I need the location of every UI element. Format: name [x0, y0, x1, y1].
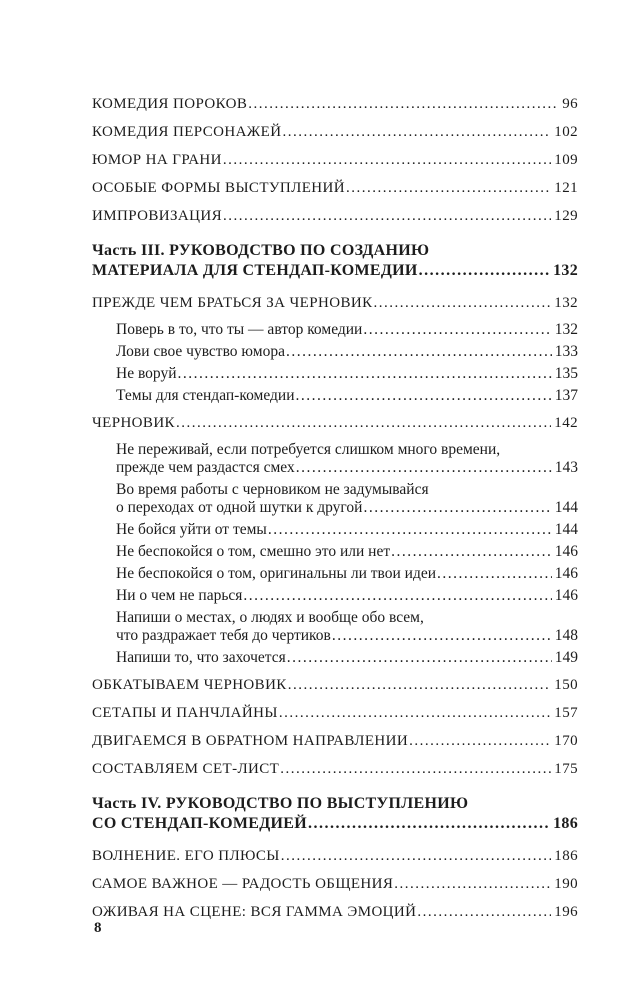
toc-page-number: 132	[553, 262, 578, 279]
toc-entry	[92, 150, 578, 170]
toc-line	[116, 649, 578, 667]
toc-page-number: 146	[554, 565, 578, 582]
toc-line	[116, 387, 578, 405]
toc-line	[116, 587, 578, 605]
dot-leader	[436, 565, 552, 583]
toc-label: Темы для стендап-комедии	[116, 387, 295, 404]
toc-page-number: 150	[554, 677, 578, 693]
toc-page-number: 137	[554, 387, 578, 404]
toc-entry	[92, 122, 578, 142]
toc-subentry	[92, 649, 578, 667]
dot-leader	[373, 293, 552, 313]
toc-page-number: 148	[554, 627, 578, 644]
dot-leader	[267, 521, 552, 539]
toc-entry	[92, 874, 578, 894]
toc-label: Часть III. РУКОВОДСТВО ПО СОЗДАНИЮ	[92, 242, 430, 259]
dot-leader	[393, 874, 551, 894]
toc-line	[92, 874, 578, 894]
toc-label: ЧЕРНОВИК	[92, 415, 175, 431]
dot-leader	[177, 365, 552, 383]
toc-subentry	[92, 321, 578, 339]
dot-leader	[362, 321, 551, 339]
toc-part-heading	[92, 241, 578, 281]
toc-page-number: 149	[554, 649, 578, 666]
toc-entry	[92, 293, 578, 313]
toc-line	[92, 814, 578, 834]
toc-label: КОМЕДИЯ ПОРОКОВ	[92, 96, 248, 112]
toc-label: ОСОБЫЕ ФОРМЫ ВЫСТУПЛЕНИЙ	[92, 180, 345, 196]
toc-label: СОСТАВЛЯЕМ СЕТ-ЛИСТ	[92, 761, 280, 777]
toc-page-number: 143	[554, 459, 578, 476]
toc-page-number: 132	[554, 321, 578, 338]
toc-subentry	[92, 481, 578, 517]
toc-entry	[92, 94, 578, 114]
toc-label: СО СТЕНДАП-КОМЕДИЕЙ	[92, 815, 307, 832]
toc-page-number: 146	[554, 587, 578, 604]
toc-entry	[92, 731, 578, 751]
toc-label: Ни о чем не парься	[116, 587, 243, 604]
toc-page-number: 144	[554, 521, 578, 538]
dot-leader	[287, 675, 552, 695]
toc-line	[116, 521, 578, 539]
toc-page-number: 129	[554, 208, 578, 224]
toc-label: СЕТАПЫ И ПАНЧЛАЙНЫ	[92, 705, 278, 721]
toc-line	[92, 261, 578, 281]
toc-entry	[92, 902, 578, 922]
toc-subentry	[92, 543, 578, 561]
toc-entry	[92, 178, 578, 198]
toc-page-number: 142	[554, 415, 578, 431]
dot-leader	[331, 627, 552, 645]
toc-page-number: 175	[554, 761, 578, 777]
dot-leader	[295, 459, 552, 477]
toc-line	[116, 627, 578, 645]
dot-leader	[408, 731, 551, 751]
toc-line	[116, 459, 578, 477]
toc-subentry	[92, 387, 578, 405]
toc-line	[116, 321, 578, 339]
toc-label: Не беспокойся о том, оригинальны ли твои идеи	[116, 565, 437, 582]
dot-leader	[247, 94, 559, 114]
toc-line	[116, 441, 578, 459]
toc-line	[116, 343, 578, 361]
toc-line	[116, 609, 578, 627]
toc-label: КОМЕДИЯ ПЕРСОНАЖЕЙ	[92, 124, 282, 140]
toc-line	[92, 206, 578, 226]
toc-page-number: 144	[554, 499, 578, 516]
toc-line	[92, 675, 578, 695]
toc-line	[92, 150, 578, 170]
toc-page-number: 146	[554, 543, 578, 560]
toc-line	[92, 902, 578, 922]
dot-leader	[416, 902, 551, 922]
toc-label: Не беспокойся о том, смешно это или нет	[116, 543, 391, 560]
toc-label: ПРЕЖДЕ ЧЕМ БРАТЬСЯ ЗА ЧЕРНОВИК	[92, 295, 373, 311]
toc-label: Лови свое чувство юмора	[116, 343, 285, 360]
toc-page-number: 186	[553, 815, 578, 832]
toc-entry	[92, 846, 578, 866]
dot-leader	[295, 387, 552, 405]
toc-line	[92, 759, 578, 779]
toc-label: ЮМОР НА ГРАНИ	[92, 152, 222, 168]
dot-leader	[222, 150, 551, 170]
page-number: 8	[94, 920, 102, 936]
toc-label: Напиши то, что захочется	[116, 649, 286, 666]
toc-page-number: 96	[562, 96, 578, 112]
toc-line	[92, 178, 578, 198]
toc-subentry	[92, 441, 578, 477]
toc-line	[92, 94, 578, 114]
toc-line	[92, 794, 578, 814]
toc-entry	[92, 703, 578, 723]
toc-label: прежде чем раздастся смех	[116, 459, 295, 476]
toc-subentry	[92, 521, 578, 539]
toc-subentry	[92, 587, 578, 605]
dot-leader	[307, 814, 550, 834]
toc-page-number: 196	[554, 904, 578, 920]
toc-entry	[92, 206, 578, 226]
dot-leader	[285, 343, 552, 361]
toc-page-number: 121	[554, 180, 578, 196]
toc-line	[92, 122, 578, 142]
toc-label: САМОЕ ВАЖНОЕ — РАДОСТЬ ОБЩЕНИЯ	[92, 876, 394, 892]
toc-label: Не переживай, если потребуется слишком много времени,	[116, 441, 501, 458]
dot-leader	[175, 413, 551, 433]
toc-label: ИМПРОВИЗАЦИЯ	[92, 208, 223, 224]
dot-leader	[418, 261, 550, 281]
toc-label: Поверь в то, что ты — автор комедии	[116, 321, 363, 338]
toc-entry	[92, 675, 578, 695]
toc-page-number: 102	[554, 124, 578, 140]
toc-label: Часть IV. РУКОВОДСТВО ПО ВЫСТУПЛЕНИЮ	[92, 795, 469, 812]
toc-line	[92, 293, 578, 313]
toc-entry	[92, 759, 578, 779]
toc-line	[92, 413, 578, 433]
dot-leader	[222, 206, 551, 226]
toc-line	[92, 241, 578, 261]
toc-label: что раздражает тебя до чертиков	[116, 627, 331, 644]
dot-leader	[345, 178, 551, 198]
toc-page-number: 157	[554, 705, 578, 721]
dot-leader	[279, 759, 551, 779]
toc-label: ОБКАТЫВАЕМ ЧЕРНОВИК	[92, 677, 287, 693]
dot-leader	[281, 122, 551, 142]
toc-label: Напиши о местах, о людях и вообще обо всем,	[116, 609, 424, 626]
toc-label: Во время работы с черновиком не задумывайся	[116, 481, 429, 498]
toc-page-number: 170	[554, 733, 578, 749]
toc-line	[92, 731, 578, 751]
toc-part-heading	[92, 794, 578, 834]
dot-leader	[362, 499, 551, 517]
toc-label: о переходах от одной шутки к другой	[116, 499, 363, 516]
toc-page-number: 133	[554, 343, 578, 360]
toc-label: МАТЕРИАЛА ДЛЯ СТЕНДАП-КОМЕДИИ	[92, 262, 418, 279]
toc-line	[116, 565, 578, 583]
dot-leader	[278, 703, 551, 723]
toc-page-number: 190	[554, 876, 578, 892]
toc-entry	[92, 413, 578, 433]
toc-subentry	[92, 565, 578, 583]
toc-line	[92, 846, 578, 866]
toc-page-number: 186	[554, 848, 578, 864]
toc-page-number: 135	[554, 365, 578, 382]
toc-subentry	[92, 609, 578, 645]
toc-label: ВОЛНЕНИЕ. ЕГО ПЛЮСЫ	[92, 848, 280, 864]
toc-page-number: 132	[554, 295, 578, 311]
dot-leader	[286, 649, 552, 667]
dot-leader	[390, 543, 552, 561]
toc-subentry	[92, 365, 578, 383]
toc-line	[116, 543, 578, 561]
toc-label: Не воруй	[116, 365, 177, 382]
toc-page-number: 109	[554, 152, 578, 168]
toc-list	[92, 94, 578, 922]
toc-label: ОЖИВАЯ НА СЦЕНЕ: ВСЯ ГАММА ЭМОЦИЙ	[92, 904, 417, 920]
toc-line	[116, 499, 578, 517]
toc-line	[116, 365, 578, 383]
dot-leader	[280, 846, 552, 866]
toc-line	[116, 481, 578, 499]
toc-subentry	[92, 343, 578, 361]
toc-label: ДВИГАЕМСЯ В ОБРАТНОМ НАПРАВЛЕНИИ	[92, 733, 409, 749]
dot-leader	[242, 587, 551, 605]
toc-line	[92, 703, 578, 723]
toc-label: Не бойся уйти от темы	[116, 521, 267, 538]
